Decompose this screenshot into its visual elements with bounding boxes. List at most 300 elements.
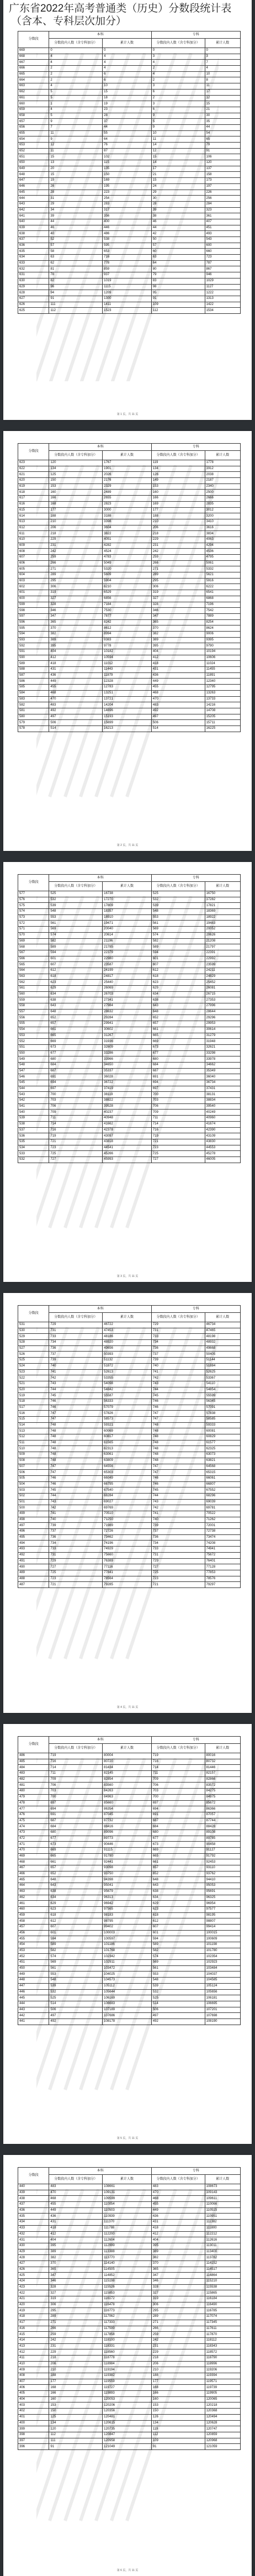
cell-junior-count: 395: [151, 643, 205, 649]
cell-undergrad-cumulative: 112604: [103, 2237, 152, 2243]
cell-junior-cumulative: 97577: [205, 1906, 241, 1912]
cell-undergrad-count: 652: [49, 1871, 103, 1877]
cell-junior-cumulative: 79: [205, 143, 241, 149]
cell-score: 665: [18, 71, 49, 77]
cell-score: 429: [18, 2249, 49, 2255]
cell-score: 504: [18, 1481, 49, 1487]
table-row: [18, 2001, 241, 2007]
cell-score: 490: [18, 1564, 49, 1570]
table-row: [18, 1464, 241, 1470]
cell-junior-count: 714: [151, 1121, 205, 1127]
cell-undergrad-cumulative: 59321: [103, 1422, 152, 1428]
cell-undergrad-count: 714: [49, 1121, 103, 1127]
cell-undergrad-cumulative: 7530: [103, 608, 152, 614]
cell-undergrad-count: 665: [49, 1033, 103, 1039]
cell-junior-cumulative: 77853: [205, 1570, 241, 1576]
cell-undergrad-count: 455: [49, 2202, 103, 2208]
cell-undergrad-count: 20: [49, 166, 103, 172]
cell-score: 450: [18, 1965, 49, 1972]
cell-junior-count: 166: [151, 2391, 205, 2397]
cell-junior-count: 418: [151, 2225, 205, 2231]
cell-undergrad-cumulative: 10: [103, 83, 152, 90]
cell-score: 596: [18, 619, 49, 625]
table-row: [18, 1074, 241, 1080]
cell-undergrad-count: 168: [49, 501, 103, 507]
cell-junior-cumulative: 543: [205, 237, 241, 243]
cell-junior-cumulative: 105124: [205, 1983, 241, 1989]
cell-undergrad-count: 733: [49, 1547, 103, 1553]
cell-undergrad-cumulative: 120958: [103, 2438, 152, 2444]
header-count-in-band: 分数段内人数（含专科加分）: [151, 2175, 205, 2184]
cell-junior-count: 723: [151, 1576, 205, 1582]
cell-undergrad-cumulative: 71989: [103, 1523, 152, 1529]
cell-score: 534: [18, 1145, 49, 1151]
cell-score: 542: [18, 1098, 49, 1104]
table-row: [18, 1156, 241, 1163]
header-cumulative: 累计人数: [205, 1744, 241, 1753]
cell-junior-cumulative: 112616: [205, 2237, 241, 2243]
cell-undergrad-count: 700: [49, 1092, 103, 1098]
cell-undergrad-count: 607: [49, 1924, 103, 1930]
cell-junior-count: 745: [151, 1487, 205, 1494]
cell-undergrad-cumulative: 39528: [103, 1103, 152, 1110]
cell-undergrad-count: 5: [49, 113, 103, 119]
cell-undergrad-cumulative: 254: [103, 196, 152, 202]
cell-score: 441: [18, 2018, 49, 2025]
cell-junior-count: 328: [151, 2284, 205, 2290]
cell-junior-count: 723: [151, 1145, 205, 1151]
cell-junior-cumulative: 24829: [205, 974, 241, 980]
cell-undergrad-count: 700: [49, 1794, 103, 1800]
cell-junior-cumulative: 33298: [205, 1050, 241, 1056]
cell-junior-count: 455: [151, 685, 205, 691]
cell-score: 565: [18, 962, 49, 968]
cell-score: 494: [18, 1541, 49, 1547]
table-row: [18, 956, 241, 962]
cell-undergrad-cumulative: 32609: [103, 1044, 152, 1050]
cell-junior-count: 745: [151, 1393, 205, 1399]
cell-undergrad-cumulative: 19: [103, 101, 152, 107]
cell-undergrad-count: 31: [49, 196, 103, 202]
table-row: [18, 2326, 241, 2332]
cell-undergrad-cumulative: 66795: [103, 1481, 152, 1487]
cell-undergrad-count: 15: [49, 172, 103, 178]
cell-junior-count: 601: [151, 956, 205, 962]
cell-undergrad-count: 62: [49, 260, 103, 266]
cell-junior-cumulative: 104585: [205, 1978, 241, 1984]
cell-undergrad-count: 218: [49, 531, 103, 537]
cell-junior-count: 669: [151, 1848, 205, 1854]
table-row: [18, 1452, 241, 1458]
cell-undergrad-count: 744: [49, 1493, 103, 1499]
header-junior: 专科: [151, 1306, 240, 1313]
cell-junior-count: 748: [151, 1434, 205, 1441]
cell-junior-count: 412: [151, 2231, 205, 2237]
cell-junior-count: 153: [151, 483, 205, 490]
cell-undergrad-cumulative: 81434: [103, 1765, 152, 1771]
cell-undergrad-cumulative: 119727: [103, 2385, 152, 2391]
cell-undergrad-cumulative: 2823: [103, 501, 152, 507]
cell-score: 485: [18, 1759, 49, 1765]
cell-junior-count: 740: [151, 1363, 205, 1369]
cell-undergrad-cumulative: 20614: [103, 932, 152, 938]
cell-undergrad-cumulative: 118560: [103, 2349, 152, 2356]
table-row: [18, 696, 241, 702]
cell-junior-cumulative: 110515: [205, 2207, 241, 2214]
cell-undergrad-cumulative: 38822: [103, 1098, 152, 1104]
table-row: [18, 71, 241, 77]
table-row: [18, 991, 241, 997]
cell-junior-count: 652: [151, 1015, 205, 1021]
cell-undergrad-count: 125: [49, 472, 103, 478]
cell-junior-count: 44: [151, 225, 205, 231]
cell-junior-count: 431: [151, 667, 205, 673]
table-row: [18, 496, 241, 502]
table-row: [18, 980, 241, 986]
cell-junior-count: 168: [151, 2385, 205, 2391]
cell-undergrad-cumulative: 119893: [103, 2391, 152, 2397]
cell-junior-count: 711: [151, 1116, 205, 1122]
cell-undergrad-cumulative: 118100: [103, 2337, 152, 2343]
cell-undergrad-count: 743: [49, 1499, 103, 1505]
cell-junior-count: 691: [151, 1812, 205, 1818]
cell-undergrad-cumulative: 859: [103, 266, 152, 272]
cell-undergrad-cumulative: 111788: [103, 2225, 152, 2231]
cell-junior-count: 739: [151, 1523, 205, 1529]
cell-junior-count: 150: [151, 2409, 205, 2415]
table-row: [18, 726, 241, 732]
table-row: [18, 1960, 241, 1966]
cell-junior-count: 492: [151, 708, 205, 714]
cell-junior-cumulative: 93762: [205, 1871, 241, 1877]
cell-undergrad-count: 218: [49, 2355, 103, 2361]
cell-score: 513: [18, 1428, 49, 1434]
cell-undergrad-count: 574: [49, 1954, 103, 1960]
cell-undergrad-count: 271: [49, 2320, 103, 2326]
cell-junior-count: 532: [151, 1989, 205, 1995]
cell-junior-cumulative: 867: [205, 266, 241, 272]
cell-score: 558: [18, 1003, 49, 1010]
cell-undergrad-count: 739: [49, 1358, 103, 1364]
cell-junior-cumulative: 96954: [205, 1901, 241, 1907]
cell-undergrad-cumulative: 45266: [103, 1151, 152, 1157]
header-score: 分数段: [18, 1737, 49, 1753]
cell-junior-cumulative: 98807: [205, 1918, 241, 1925]
cell-junior-count: 218: [151, 2355, 205, 2361]
cell-junior-cumulative: 117870: [205, 2332, 241, 2338]
cell-score: 413: [18, 2343, 49, 2349]
cell-undergrad-cumulative: 4: [103, 66, 152, 72]
cell-undergrad-count: 719: [49, 1133, 103, 1139]
cell-junior-count: 748: [151, 1446, 205, 1452]
cell-undergrad-count: 52: [49, 237, 103, 243]
cell-score: 651: [18, 154, 49, 160]
cell-junior-cumulative: 361: [205, 213, 241, 219]
cell-undergrad-cumulative: 64: [103, 136, 152, 143]
cell-score: 454: [18, 1942, 49, 1948]
cell-undergrad-cumulative: 119382: [103, 2373, 152, 2379]
table-row: [18, 2249, 241, 2255]
table-row: [18, 1912, 241, 1918]
cell-junior-cumulative: 81446: [205, 1765, 241, 1771]
cell-junior-count: 548: [151, 909, 205, 915]
cell-junior-count: 347: [151, 2273, 205, 2279]
cell-score: 502: [18, 1493, 49, 1499]
table-row: [18, 2260, 241, 2267]
cell-undergrad-count: 737: [49, 1352, 103, 1358]
header-undergrad: 本科: [49, 875, 151, 882]
cell-score: 462: [18, 1895, 49, 1901]
cell-junior-count: 134: [151, 2420, 205, 2426]
cell-undergrad-cumulative: 64556: [103, 1464, 152, 1470]
score-distribution-table: [18, 2167, 241, 2450]
cell-score: 408: [18, 2373, 49, 2379]
cell-junior-count: 734: [151, 1541, 205, 1547]
cell-junior-cumulative: 114864: [205, 2273, 241, 2279]
cell-undergrad-cumulative: 63061: [103, 1452, 152, 1458]
table-row: [18, 1487, 241, 1494]
cell-score: 473: [18, 1830, 49, 1836]
cell-junior-cumulative: 69039: [205, 1499, 241, 1505]
cell-junior-cumulative: 3: [205, 54, 241, 60]
cell-junior-count: 746: [151, 1399, 205, 1405]
cell-junior-count: 10: [151, 130, 205, 136]
table-row: [18, 113, 241, 119]
cell-undergrad-count: 497: [49, 714, 103, 720]
cell-undergrad-count: 153: [49, 2402, 103, 2409]
cell-undergrad-cumulative: 19471: [103, 921, 152, 927]
cell-junior-cumulative: 98195: [205, 1912, 241, 1918]
table-row: [18, 178, 241, 184]
table-row: [18, 1103, 241, 1110]
cell-undergrad-cumulative: 1901: [103, 466, 152, 472]
cell-score: 453: [18, 1948, 49, 1954]
table-row: [18, 290, 241, 296]
cell-junior-count: 703: [151, 1789, 205, 1795]
cell-junior-cumulative: 71262: [205, 1517, 241, 1523]
table-row: [18, 914, 241, 921]
cell-junior-count: 657: [151, 1021, 205, 1027]
cell-undergrad-cumulative: 117599: [103, 2326, 152, 2332]
table-row: [18, 2302, 241, 2308]
cell-score: 497: [18, 1523, 49, 1529]
cell-score: 540: [18, 1110, 49, 1116]
cell-undergrad-cumulative: 356: [103, 213, 152, 219]
cell-junior-count: 506: [151, 2007, 205, 2013]
header-score: 分数段: [18, 1306, 49, 1322]
cell-junior-cumulative: 72001: [205, 1523, 241, 1529]
cell-junior-count: 470: [151, 696, 205, 702]
cell-undergrad-cumulative: 16738: [103, 891, 152, 897]
cell-score: 630: [18, 278, 49, 284]
cell-score: 641: [18, 213, 49, 219]
cell-undergrad-count: 382: [49, 631, 103, 637]
cell-undergrad-count: 2: [49, 66, 103, 72]
cell-junior-count: 483: [151, 702, 205, 708]
cell-undergrad-count: 539: [49, 903, 103, 909]
cell-junior-count: 525: [151, 891, 205, 897]
cell-undergrad-cumulative: 5049: [103, 560, 152, 566]
table-row: [18, 308, 241, 314]
cell-junior-cumulative: 30614: [205, 1027, 241, 1033]
cell-undergrad-count: 382: [49, 2255, 103, 2261]
cell-junior-count: 6: [151, 107, 205, 113]
cell-junior-count: 319: [151, 2296, 205, 2302]
cell-undergrad-cumulative: 135: [103, 166, 152, 172]
cell-undergrad-count: 601: [49, 1930, 103, 1936]
cell-score: 491: [18, 1558, 49, 1564]
cell-junior-cumulative: 38131: [205, 1092, 241, 1098]
cell-junior-count: 431: [151, 2220, 205, 2226]
cell-undergrad-count: 319: [49, 590, 103, 596]
cell-undergrad-cumulative: 51132: [103, 1358, 152, 1364]
cell-score: 578: [18, 726, 49, 732]
cell-junior-cumulative: 10606: [205, 655, 241, 661]
cell-junior-cumulative: 62325: [205, 1446, 241, 1452]
cell-junior-count: 725: [151, 1570, 205, 1576]
cell-undergrad-count: 289: [49, 572, 103, 579]
cell-score: 498: [18, 1517, 49, 1523]
cell-undergrad-count: 677: [49, 1050, 103, 1056]
cell-score: 590: [18, 655, 49, 661]
cell-junior-count: 737: [151, 1352, 205, 1358]
table-row: [18, 1044, 241, 1050]
cell-score: 579: [18, 720, 49, 726]
cell-junior-count: 3: [151, 83, 205, 90]
cell-score: 563: [18, 974, 49, 980]
cell-junior-cumulative: 5061: [205, 560, 241, 566]
cell-junior-count: 607: [151, 1924, 205, 1930]
cell-junior-count: 623: [151, 980, 205, 986]
cell-undergrad-count: 404: [49, 649, 103, 655]
cell-junior-cumulative: 1313: [205, 296, 241, 302]
cell-score: 465: [18, 1877, 49, 1883]
cell-junior-cumulative: 2340: [205, 483, 241, 490]
cell-junior-cumulative: 90458: [205, 1842, 241, 1848]
table-row: [18, 613, 241, 619]
cell-undergrad-count: 553: [49, 914, 103, 921]
cell-junior-count: 706: [151, 1103, 205, 1110]
cell-junior-count: 553: [151, 914, 205, 921]
cell-score: 470: [18, 1848, 49, 1854]
table-row: [18, 2237, 241, 2243]
cell-junior-cumulative: 118790: [205, 2355, 241, 2361]
cell-score: 554: [18, 1027, 49, 1033]
table-row: [18, 231, 241, 237]
cell-undergrad-count: 327: [49, 596, 103, 602]
table-row: [18, 1547, 241, 1553]
cell-junior-count: 691: [151, 1074, 205, 1080]
cell-undergrad-count: 455: [49, 685, 103, 691]
cell-undergrad-cumulative: 117858: [103, 2332, 152, 2338]
cell-undergrad-count: 677: [49, 1836, 103, 1842]
cell-score: 514: [18, 1422, 49, 1428]
cell-undergrad-cumulative: 76389: [103, 1558, 152, 1564]
cell-undergrad-count: 532: [49, 897, 103, 903]
cell-junior-count: 109: [151, 302, 205, 308]
cell-undergrad-count: 539: [49, 1983, 103, 1989]
cell-score: 546: [18, 1074, 49, 1080]
cell-undergrad-count: 618: [49, 1912, 103, 1918]
cell-junior-cumulative: 3834: [205, 531, 241, 537]
cell-junior-count: 716: [151, 1127, 205, 1133]
table-row: [18, 1570, 241, 1576]
cell-junior-cumulative: 102354: [205, 1954, 241, 1960]
cell-score: 592: [18, 643, 49, 649]
cell-junior-cumulative: 77128: [205, 1564, 241, 1570]
cell-undergrad-count: 436: [49, 2214, 103, 2220]
cell-undergrad-cumulative: 31936: [103, 1039, 152, 1045]
cell-junior-cumulative: 27353: [205, 997, 241, 1003]
table-row: [18, 1458, 241, 1464]
cell-undergrad-count: 112: [49, 2432, 103, 2438]
cell-undergrad-count: 747: [49, 1417, 103, 1423]
table-row: [18, 466, 241, 472]
table-row: [18, 1541, 241, 1547]
cell-undergrad-count: 582: [49, 1948, 103, 1954]
cell-undergrad-cumulative: 20040: [103, 927, 152, 933]
table-row: [18, 136, 241, 143]
cell-junior-count: 748: [151, 1458, 205, 1464]
cell-junior-count: 126: [151, 472, 205, 478]
cell-undergrad-count: 589: [49, 944, 103, 950]
cell-junior-count: 638: [151, 1889, 205, 1895]
cell-undergrad-cumulative: 105644: [103, 1989, 152, 1995]
cell-score: 532: [18, 1156, 49, 1163]
cell-score: 537: [18, 1127, 49, 1133]
cell-junior-cumulative: 59333: [205, 1422, 241, 1428]
cell-undergrad-count: 81: [49, 266, 103, 272]
cell-undergrad-cumulative: 14204: [103, 702, 152, 708]
cell-junior-cumulative: 106: [205, 154, 241, 160]
table-row: [18, 77, 241, 83]
cell-score: 500: [18, 1505, 49, 1511]
cell-undergrad-cumulative: 3822: [103, 531, 152, 537]
table-row: [18, 1972, 241, 1978]
table-row: [18, 927, 241, 933]
cell-undergrad-count: 694: [49, 1806, 103, 1812]
table-row: [18, 1434, 241, 1441]
cell-undergrad-count: 389: [49, 2249, 103, 2255]
cell-undergrad-count: 2: [49, 77, 103, 83]
cell-score: 448: [18, 1978, 49, 1984]
table-row: [18, 2214, 241, 2220]
cell-junior-count: 733: [151, 1547, 205, 1553]
cell-undergrad-count: 96: [49, 284, 103, 290]
cell-junior-cumulative: 118343: [205, 2343, 241, 2349]
table-row: [18, 1517, 241, 1523]
table-row: [18, 909, 241, 915]
cell-junior-count: 259: [151, 555, 205, 561]
table-row: [18, 1068, 241, 1074]
cell-junior-count: 709: [151, 1110, 205, 1116]
cell-undergrad-count: 57: [49, 243, 103, 249]
cell-score: 506: [18, 1470, 49, 1476]
cell-score: 444: [18, 2001, 49, 2007]
table-row: [18, 1924, 241, 1930]
table-row: [18, 54, 241, 60]
cell-junior-cumulative: 82866: [205, 1776, 241, 1783]
cell-junior-count: 643: [151, 1883, 205, 1889]
cell-undergrad-cumulative: 5609: [103, 572, 152, 579]
cell-junior-count: 370: [151, 625, 205, 632]
table-row: [18, 531, 241, 537]
cell-undergrad-count: 747: [49, 1470, 103, 1476]
cell-undergrad-count: 643: [49, 1003, 103, 1010]
cell-undergrad-count: 561: [49, 1965, 103, 1972]
table-row: [18, 172, 241, 178]
cell-undergrad-cumulative: 1411: [103, 302, 152, 308]
